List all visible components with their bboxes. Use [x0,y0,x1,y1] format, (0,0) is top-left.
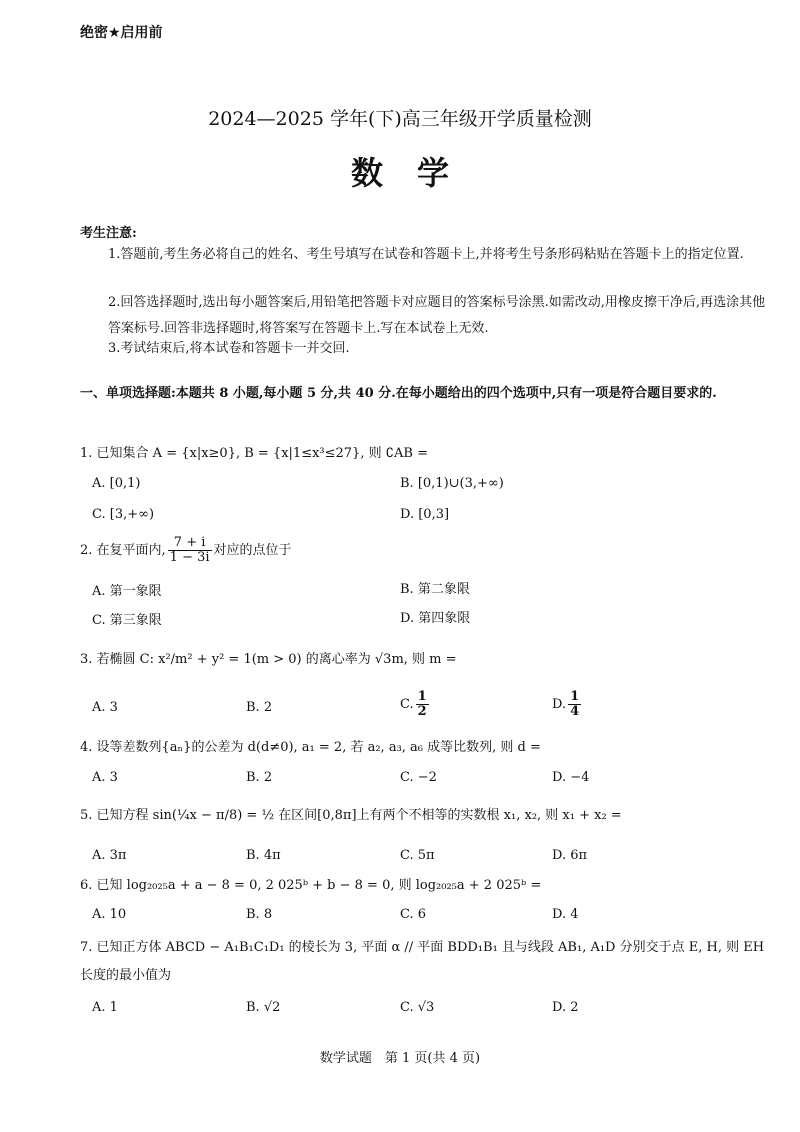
q4-option-c: C. −2 [400,770,437,785]
q3-option-c [400,690,431,719]
notice-item-3: 3.考试结束后,将本试卷和答题卡一并交回. [108,341,350,356]
q5-option-d: D. 6π [552,848,588,863]
question-5-stem: 5. 已知方程 sin(¼x − π/8) = ½ 在区间[0,8π]上有两个不相等的实数根 x₁, x₂, 则 x₁ + x₂ = [80,808,622,823]
q3-option-d-fraction [568,690,581,719]
q3-option-c-label: C. [400,697,414,712]
q6-option-d: D. 4 [552,907,579,922]
q3-c-denominator: 2 [417,704,427,719]
question-6-stem: 6. 已知 log₂₀₂₅a + a − 8 = 0, 2 025ᵇ + b − 8 = 0, 则 log₂₀₂₅a + 2 025ᵇ = [80,878,542,893]
q3-option-c-fraction [416,690,429,719]
q4-option-a: A. 3 [92,770,118,785]
q3-option-b: B. 2 [246,700,273,715]
q2-prefix: 2. 在复平面内, [80,543,166,558]
q5-option-b: B. 4π [246,848,281,863]
q2-option-d: D. 第四象限 [400,611,471,626]
q2-option-c: C. 第三象限 [92,613,162,628]
question-7-stem: 7. 已知正方体 ABCD − A₁B₁C₁D₁ 的棱长为 3, 平面 α // 平面 BDD₁B₁ 且与线段 AB₁, A₁D 分别交于点 E, H, 则 EH 长度的最小值为 [80,940,765,983]
question-2-stem [80,536,780,565]
q5-option-a: A. 3π [92,848,127,863]
q6-option-a: A. 10 [92,907,127,922]
q7-option-a: A. 1 [92,1000,118,1015]
q3-option-d [552,690,583,719]
q4-option-d: D. −4 [552,770,590,785]
notice-item-2: 2.回答选择题时,选出每小题答案后,用铅笔把答题卡对应题目的答案标号涂黑.如需改动,用橡皮擦干净后,再选涂其他答案标号.回答非选择题时,将答案写在答题卡上.写在本试卷上无效. [108,295,766,336]
q1-option-a: A. [0,1) [92,476,141,491]
q7-option-b: B. √2 [246,1000,281,1015]
q5-option-c: C. 5π [400,848,435,863]
question-1-stem: 1. 已知集合 A = {x|x≥0}, B = {x|1≤x³≤27}, 则 ∁AB = [80,446,428,461]
q2-numerator: 7 + i [168,536,212,551]
q3-option-a: A. 3 [92,700,118,715]
subject-title: 数学 [350,154,483,192]
q6-option-b: B. 8 [246,907,273,922]
exam-title: 2024—2025 学年(下)高三年级开学质量检测 [208,108,592,130]
page-footer: 数学试题 第 1 页(共 4 页) [319,1051,481,1066]
question-4-stem: 4. 设等差数列{aₙ}的公差为 d(d≠0), a₁ = 2, 若 a₂, a₃, a₆ 成等比数列, 则 d = [80,740,541,755]
q2-option-b: B. 第二象限 [400,582,470,597]
q2-suffix: 对应的点位于 [213,543,292,558]
section-heading: 一、单项选择题:本题共 8 小题,每小题 5 分,共 40 分.在每小题给出的四个选项中,只有一项是符合题目要求的. [80,386,717,401]
q3-d-numerator: 1 [570,689,580,704]
notice-heading: 考生注意: [80,226,137,241]
secret-mark: 绝密★启用前 [80,25,163,41]
notice-item-1: 1.答题前,考生务必将自己的姓名、考生号填写在试卷和答题卡上,并将考生号条形码粘贴在答题卡上的指定位置. [108,247,744,262]
q3-d-denominator: 4 [570,704,580,719]
q7-option-d: D. 2 [552,1000,579,1015]
q3-option-d-label: D. [552,697,567,712]
q3-c-numerator: 1 [417,689,427,704]
q7-option-c: C. √3 [400,1000,435,1015]
q2-option-a: A. 第一象限 [92,584,162,599]
q1-option-b: B. [0,1)∪(3,+∞) [400,476,504,491]
q2-denominator: 1 − 3i [169,550,210,565]
q6-option-c: C. 6 [400,907,427,922]
q1-option-d: D. [0,3] [400,507,450,522]
question-3-stem: 3. 若椭圆 C: x²/m² + y² = 1(m > 0) 的离心率为 √3m, 则 m = [80,652,457,667]
q2-fraction [168,536,212,565]
q1-option-c: C. [3,+∞) [92,507,155,522]
q4-option-b: B. 2 [246,770,273,785]
